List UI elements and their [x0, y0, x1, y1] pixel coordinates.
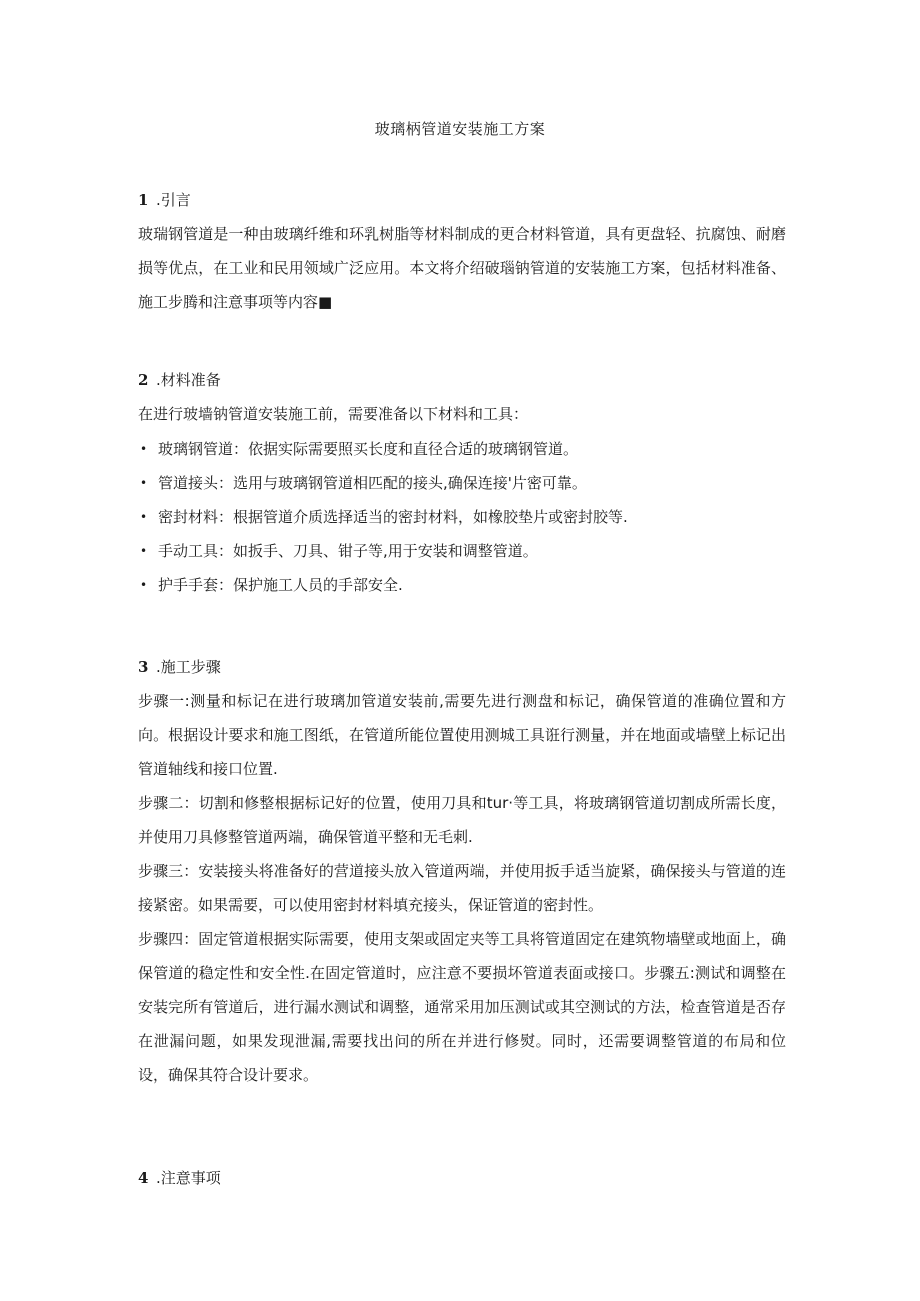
- section-3-heading: [138, 656, 221, 677]
- section-2-number: 2: [138, 371, 149, 389]
- section-3-title: .施工步骤: [156, 658, 221, 676]
- section-3-number: 3: [138, 658, 149, 676]
- section-2-intro: 在进行玻墙钠管道安装施工前，需要准备以下材料和工具：: [138, 405, 529, 423]
- section-4-number: 4: [138, 1169, 149, 1187]
- bullet-icon: •: [140, 476, 148, 490]
- step-3-paragraph: 步骤三：安装接头将准备好的营道接头放入管道两端，并使用扳手适当旋紧，确保接头与管道的连接紧密。如果需要，可以使用密封材料填充接头，保证管道的密封性。: [138, 862, 786, 914]
- step-4-5-paragraph: 步骤四：固定管道根据实际需要，使用支架或固定夹等工具将管道固定在建筑物墙壁或地面上，确保管道的稳定性和安全性.在固定管道时，应注意不要损坏管道表面或接口。步骤五:测试和调整在安装完所有管道后，进行漏水测试和调整，通常采用加压测试或其空测试的方法，检查管道是否存在泄漏问题，如果发现泄漏,需要找出问的所在并进行修熨。同时，还需要调整管道的布局和位设，确保其符合设计要求。: [138, 930, 786, 1084]
- bullet-icon: •: [140, 544, 148, 558]
- document-title: 玻璃柄管道安装施工方案: [374, 120, 546, 138]
- list-item: • 手动工具：如扳手、刀具、钳子等,用于安装和调整管道。: [138, 534, 786, 568]
- section-2-heading: [138, 369, 221, 390]
- materials-list: [138, 432, 786, 602]
- step-2-paragraph: 步骤二：切割和修整根据标记好的位置，使用刀具和tur·等工具，将玻璃钢管道切割成所需长度，并使用刀具修整管道两端，确保管道平整和无毛刺.: [138, 794, 786, 846]
- section-4-title: .注意事项: [156, 1169, 221, 1187]
- section-4-heading: [138, 1167, 221, 1188]
- section-2-title: .材料准备: [156, 371, 221, 389]
- section-1-title: .引言: [156, 191, 191, 209]
- section-1-paragraph: 玻瑞钢管道是一种由玻璃纤维和环乳树脂等材料制成的更合材料管道，具有更盘轻、抗腐蚀、耐磨损等优点，在工业和民用领域广泛应用。本文将介绍破瑙钠管道的安装施工方案，包括材料准备、施工步腾和注意事项等内容■: [138, 225, 786, 311]
- bullet-icon: •: [140, 578, 148, 592]
- list-item: • 护手手套：保护施工人员的手部安全.: [138, 568, 786, 602]
- step-1-paragraph: 步骤一:测量和标记在进行玻璃加管道安装前,需要先进行测盘和标记，确保管道的准确位置和方向。根据设计要求和施工图纸，在管道所能位置使用测城工具诳行测量，并在地面或墙壁上标记出管道轴线和接口位置.: [138, 692, 786, 778]
- section-1-number: 1: [138, 191, 149, 209]
- list-item: • 玻璃钢管道：依据实际需要照买长度和直径合适的玻璃钢管道。: [138, 432, 786, 466]
- section-1-heading: [138, 189, 191, 210]
- bullet-icon: •: [140, 442, 148, 456]
- bullet-icon: •: [140, 510, 148, 524]
- list-item: • 管道接头：选用与玻璃钢管道相匹配的接头,确保连接'片密可靠。: [138, 466, 786, 500]
- list-item: • 密封材料：根据管道介质选择适当的密封材料，如橡胶垫片或密封胶等.: [138, 500, 786, 534]
